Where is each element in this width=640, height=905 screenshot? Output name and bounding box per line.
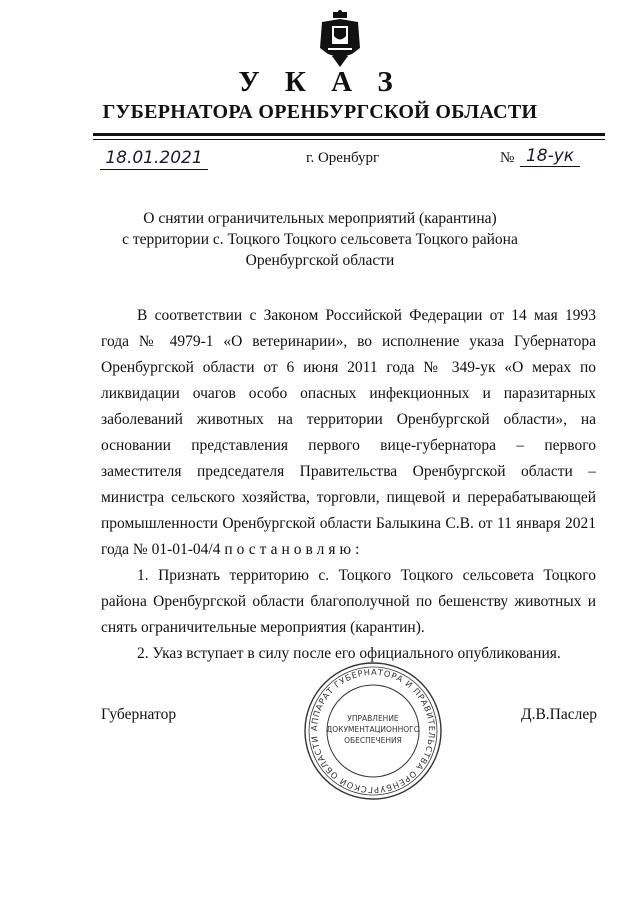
decree-item-2: 2. Указ вступает в силу после его официального опубликования. [137, 645, 561, 662]
header-rule-thick [93, 133, 605, 136]
subject-line: с территории с. Тоцкого Тоцкого сельсовета Тоцкого района [122, 231, 518, 248]
decree-body [101, 303, 596, 667]
decree-item-1: 1. Признать территорию с. Тоцкого Тоцкого сельсовета Тоцкого района Оренбургской области благополучной по бешенству животных и снять ограничительные мероприятия (карантин). [101, 567, 596, 636]
subject-line: Оренбургской области [245, 252, 395, 269]
signatory-position: Губернатор [101, 706, 177, 723]
issuer-title: ГУБЕРНАТОРА ОРЕНБУРГСКОЙ ОБЛАСТИ [102, 101, 538, 123]
decree-number: 18-ук [520, 146, 580, 167]
decree-word: постановляю: [224, 541, 364, 558]
header-rule-thin [93, 139, 605, 140]
decree-subject [0, 208, 640, 271]
stamp-inner-line: ДОКУМЕНТАЦИОННОГО [326, 725, 420, 734]
official-stamp [302, 660, 444, 802]
decree-number-label: № [500, 150, 515, 166]
document-type-title: У К А З [238, 66, 402, 98]
coat-of-arms-icon [318, 10, 362, 68]
signatory-name: Д.В.Паслер [521, 706, 597, 723]
stamp-outer-text: АППАРАТ ГУБЕРНАТОРА И ПРАВИТЕЛЬСТВА ОРЕНБУРГСКОЙ ОБЛАСТИ [308, 666, 438, 796]
preamble-paragraph [101, 303, 596, 563]
decree-date: 18.01.2021 [100, 148, 208, 170]
stamp-inner-line: УПРАВЛЕНИЕ [347, 714, 399, 723]
subject-line: О снятии ограничительных мероприятий (карантина) [143, 210, 497, 227]
decree-city: г. Оренбург [306, 150, 380, 166]
stamp-inner-line: ОБЕСПЕЧЕНИЯ [344, 736, 402, 745]
preamble-text: В соответствии с Законом Российской Федерации от 14 мая 1993 года № 4979-1 «О ветеринарии», во исполнение указа Губернатора Оренбургской области от 6 июня 2011 года № 349-ук «О мерах по ликвидации очагов особо опасных инфекционных и паразитарных заболеваний животных на территории Оренбургской области», на основании представления первого вице-губернатора – первого заместителя председателя Правительства Оренбургской области – министра сельского хозяйства, торговли, пищевой и перерабатывающей промышленности Оренбургской области Балыкина С.В. от 11 января 2021 года № 01-01-04/4 [101, 307, 596, 558]
